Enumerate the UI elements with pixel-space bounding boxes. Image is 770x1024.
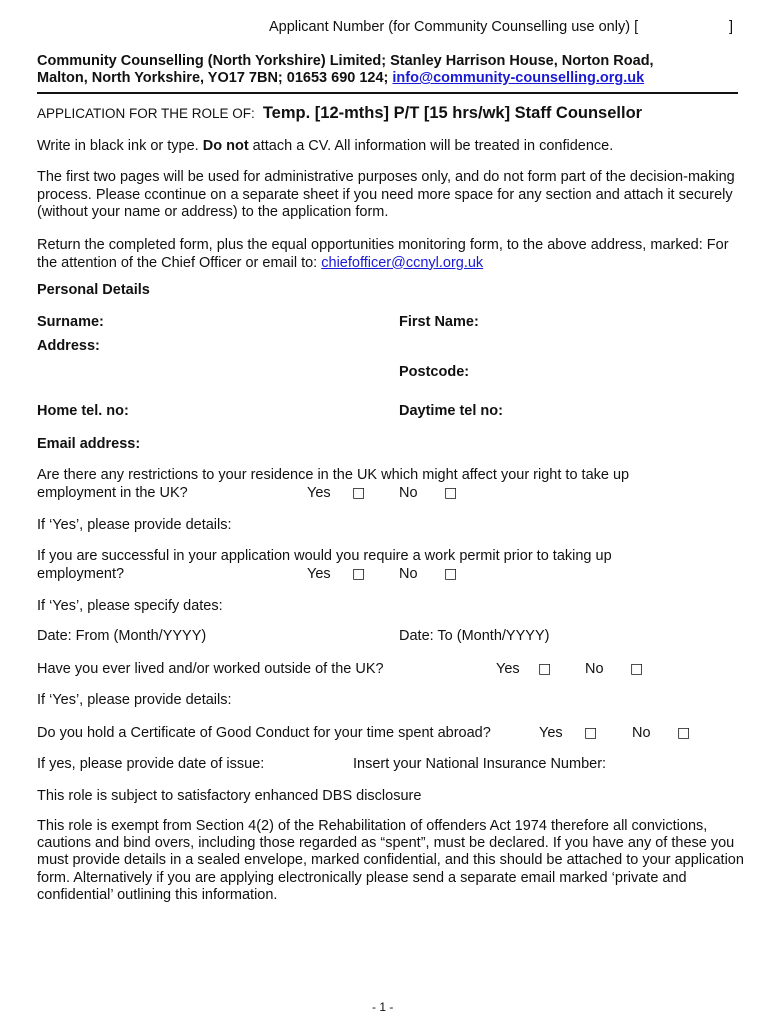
work-permit-question: If you are successful in your application would you require a work permit prior to taking up [37, 548, 612, 564]
page-number: - 1 - [372, 1000, 394, 1014]
permit-no-checkbox[interactable]: □ [444, 566, 458, 582]
role-label: APPLICATION FOR THE ROLE OF: [37, 106, 255, 121]
daytime-tel-label: Daytime tel no: [399, 403, 503, 419]
postcode-label: Postcode: [399, 364, 470, 380]
abroad-no-label: No [585, 661, 604, 677]
residence-yes-label: Yes [307, 485, 331, 501]
role-title: Temp. [12-mths] P/T [15 hrs/wk] Staff Counsellor [262, 104, 643, 122]
role-heading [37, 102, 642, 125]
good-conduct-no-label: No [632, 725, 651, 741]
abroad-question: Have you ever lived and/or worked outside of the UK? [37, 661, 384, 677]
residence-no-label: No [399, 485, 418, 501]
permit-no-label: No [399, 566, 418, 582]
org-email-link[interactable]: info@community-counselling.org.uk [392, 70, 645, 86]
ink-instruction-emphasis: Do not [202, 138, 249, 154]
abroad-details-prompt: If ‘Yes’, please provide details: [37, 692, 232, 708]
chief-officer-email-link[interactable]: chiefofficer@ccnyl.org.uk [321, 254, 484, 271]
ink-instruction [37, 137, 613, 155]
date-from-label: Date: From (Month/YYYY) [37, 628, 207, 644]
residence-question-cont: employment in the UK? [37, 485, 188, 501]
org-address-text: Malton, North Yorkshire, YO17 7BN; 01653 690 124; [37, 70, 393, 86]
permit-yes-checkbox[interactable]: □ [352, 566, 366, 582]
applicant-number-close-bracket: ] [729, 19, 734, 35]
good-conduct-yes-label: Yes [539, 725, 563, 741]
abroad-yes-label: Yes [496, 661, 520, 677]
first-name-label: First Name: [399, 314, 479, 330]
org-address-line1: Community Counselling (North Yorkshire) Limited; Stanley Harrison House, Norton Road, [37, 53, 654, 69]
abroad-no-checkbox[interactable]: □ [630, 661, 644, 677]
exemption-paragraph: This role is exempt from Section 4(2) of the Rehabilitation of offenders Act 1974 therefore all convictions, cautions and bind overs, including those regarded as “spent”, must be declared. If you have any of these you must provide details in a sealed envelope, marked confidential, and this should be attached to your application form. Alternatively if you are applying electronically please send a separate email marked ‘private and confidential’ outlining this information. [37, 818, 744, 903]
admin-paragraph: The first two pages will be used for administrative purposes only, and do not form part of the decision-making process. Please ccontinue on a separate sheet if you need more space for any section and attach it securely (without your name or address) to the application form. [37, 169, 735, 220]
permit-dates-prompt: If ‘Yes’, please specify dates: [37, 598, 223, 614]
good-conduct-no-checkbox[interactable]: □ [677, 725, 691, 741]
abroad-yes-checkbox[interactable]: □ [538, 661, 552, 677]
header-divider [37, 92, 738, 94]
residence-no-checkbox[interactable]: □ [444, 485, 458, 501]
personal-details-heading: Personal Details [37, 282, 150, 298]
work-permit-question-cont: employment? [37, 566, 125, 582]
date-of-issue-label: If yes, please provide date of issue: [37, 756, 265, 772]
residence-details-prompt: If ‘Yes’, please provide details: [37, 517, 232, 533]
ink-instruction-text-end: attach a CV. All information will be treated in confidence. [248, 138, 614, 154]
email-address-label: Email address: [37, 436, 141, 452]
return-text: Return the completed form, plus the equal opportunities monitoring form, to the above address, marked: For the attention of the Chief Officer or email to: [37, 237, 729, 271]
residence-question: Are there any restrictions to your residence in the UK which might affect your right to take up [37, 467, 630, 483]
surname-label: Surname: [37, 314, 104, 330]
applicant-number-label: Applicant Number (for Community Counselling use only) [ [269, 19, 639, 35]
residence-yes-checkbox[interactable]: □ [352, 485, 366, 501]
home-tel-label: Home tel. no: [37, 403, 129, 419]
date-to-label: Date: To (Month/YYYY) [399, 628, 550, 644]
return-paragraph [37, 237, 742, 272]
good-conduct-yes-checkbox[interactable]: □ [584, 725, 598, 741]
ni-number-label: Insert your National Insurance Number: [353, 756, 607, 772]
dbs-notice: This role is subject to satisfactory enhanced DBS disclosure [37, 788, 422, 804]
address-label: Address: [37, 338, 100, 354]
org-address-line2 [37, 69, 644, 87]
ink-instruction-text: Write in black ink or type. [37, 138, 203, 154]
good-conduct-question: Do you hold a Certificate of Good Conduct for your time spent abroad? [37, 725, 491, 741]
permit-yes-label: Yes [307, 566, 331, 582]
